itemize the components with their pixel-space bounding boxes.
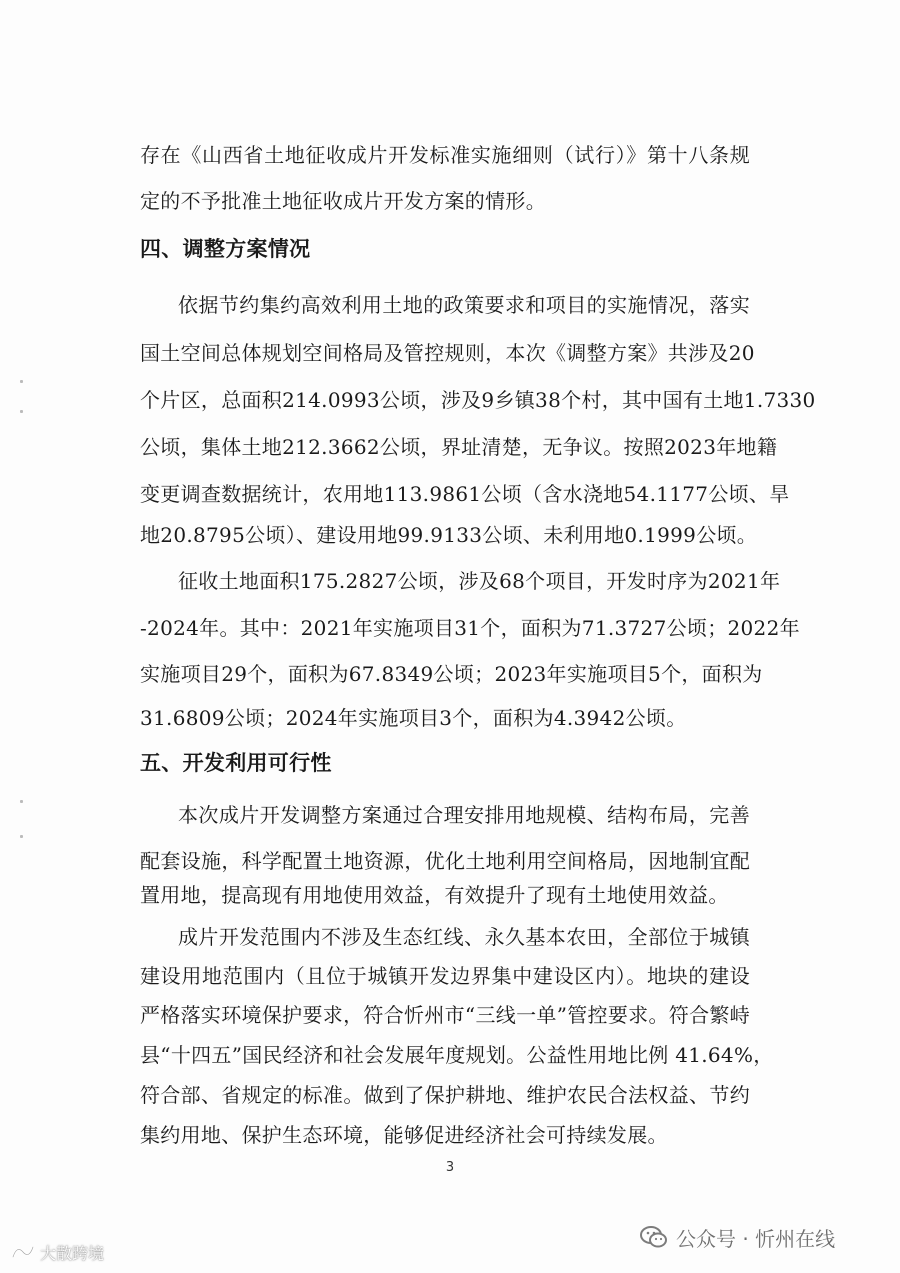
body-text-line: 31.6809公顷；2024年实施项目3个，面积为4.3942公顷。 — [140, 706, 687, 730]
body-text-line: 成片开发范围内不涉及生态红线、永久基本农田，全部位于城镇 — [178, 925, 750, 949]
scan-mark — [20, 800, 23, 803]
body-text-line: 严格落实环境保护要求，符合忻州市“三线一单”管控要求。符合繁峙 — [140, 1003, 750, 1027]
watermark-official-account — [640, 1222, 835, 1252]
section-heading: 五、开发利用可行性 — [140, 751, 332, 775]
body-text-line: 本次成片开发调整方案通过合理安排用地规模、结构布局，完善 — [178, 803, 750, 827]
body-text-line: 存在《山西省土地征收成片开发标准实施细则（试行）》第十八条规 — [140, 143, 750, 167]
scan-mark — [20, 380, 23, 383]
body-text-line: 集约用地、保护生态环境，能够促进经济社会可持续发展。 — [140, 1123, 668, 1147]
body-text-line: 建设用地范围内（且位于城镇开发边界集中建设区内）。地块的建设 — [140, 964, 750, 988]
watermark-brand — [10, 1240, 104, 1264]
body-text-line: 依据节约集约高效利用土地的政策要求和项目的实施情况，落实 — [178, 293, 750, 317]
watermark-right-text: 公众号 · 忻州在线 — [676, 1226, 836, 1251]
body-text-line: 征收土地面积175.2827公顷，涉及68个项目，开发时序为2021年 — [178, 569, 781, 593]
body-text-line: 实施项目29个，面积为67.8349公顷；2023年实施项目5个，面积为 — [140, 662, 763, 686]
body-text-line: 定的不予批准土地征收成片开发方案的情形。 — [140, 189, 546, 213]
section-heading: 四、调整方案情况 — [140, 237, 311, 261]
body-text-line: 符合部、省规定的标准。做到了保护耕地、维护农民合法权益、节约 — [140, 1083, 750, 1107]
logo-icon — [10, 1242, 36, 1262]
body-text-line: 个片区，总面积214.0993公顷，涉及9乡镇38个村，其中国有土地1.7330 — [140, 388, 816, 412]
body-text-line: 置用地，提高现有用地使用效益，有效提升了现有土地使用效益。 — [140, 883, 729, 907]
body-text-line: -2024年。其中：2021年实施项目31个，面积为71.3727公顷；2022年 — [140, 616, 800, 640]
scan-mark — [20, 410, 23, 413]
body-text-line: 国土空间总体规划空间格局及管控规则，本次《调整方案》共涉及20 — [140, 341, 755, 365]
body-text-line: 公顷，集体土地212.3662公顷，界址清楚，无争议。按照2023年地籍 — [140, 435, 778, 459]
watermark-left-text: 大散跨境 — [40, 1243, 105, 1263]
body-text-line: 地20.8795公顷）、建设用地99.9133公顷、未利用地0.1999公顷。 — [140, 523, 758, 547]
wechat-icon — [640, 1225, 668, 1249]
body-text-line: 配套设施，科学配置土地资源，优化土地利用空间格局，因地制宜配 — [140, 849, 750, 873]
body-text-line: 变更调查数据统计，农用地113.9861公顷（含水浇地54.1177公顷、旱 — [140, 482, 790, 506]
page-number: 3 — [445, 1160, 455, 1175]
body-text-line: 县“十四五”国民经济和社会发展年度规划。公益性用地比例 41.64%， — [140, 1043, 774, 1067]
scan-mark — [20, 835, 23, 838]
